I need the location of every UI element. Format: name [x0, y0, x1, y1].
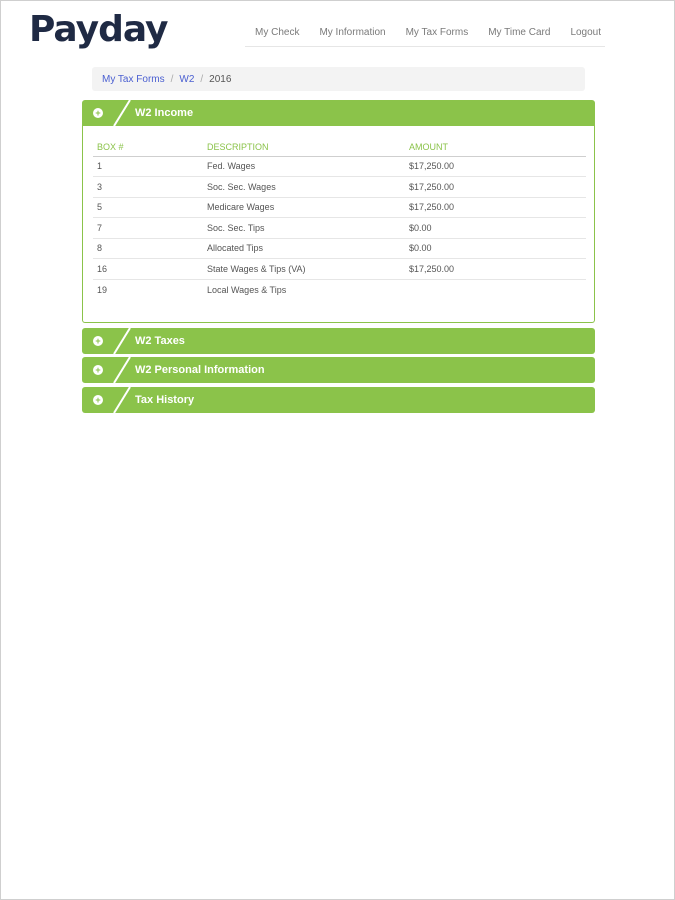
cell-box: 3 [93, 177, 203, 198]
cell-box: 8 [93, 238, 203, 259]
cell-box: 7 [93, 218, 203, 239]
nav-my-information[interactable]: My Information [319, 27, 386, 38]
table-row [93, 238, 586, 259]
panel-header-w2-taxes[interactable] [82, 328, 595, 354]
slash-divider-icon [108, 328, 136, 354]
plus-circle-icon: + [93, 108, 103, 118]
slash-divider-icon [108, 357, 136, 383]
panel-title: W2 Taxes [135, 335, 185, 347]
table-row [93, 177, 586, 198]
cell-amount: $17,250.00 [405, 156, 586, 177]
cell-box: 16 [93, 259, 203, 280]
panel-header-tax-history[interactable] [82, 387, 595, 413]
nav-my-time-card[interactable]: My Time Card [488, 27, 551, 38]
cell-box: 19 [97, 284, 108, 295]
cell-amount: $17,250.00 [405, 197, 586, 218]
table-row [93, 218, 586, 239]
panel-title: W2 Personal Information [135, 364, 265, 376]
payday-logo[interactable]: Payday [29, 9, 168, 50]
breadcrumb-separator: / [170, 73, 174, 85]
panel-title: Tax History [135, 394, 195, 406]
nav-logout[interactable]: Logout [570, 27, 602, 38]
cell-box: 1 [93, 156, 203, 177]
panel-body-w2-income [82, 126, 595, 323]
cell-description: Local Wages & Tips [207, 284, 287, 295]
panel-w2-taxes [82, 328, 595, 354]
plus-circle-icon: + [93, 336, 103, 346]
plus-circle-icon: + [93, 365, 103, 375]
cell-description: Soc. Sec. Tips [203, 218, 405, 239]
panel-w2-income [82, 100, 595, 323]
panel-title: W2 Income [135, 107, 194, 119]
table-header-row [93, 138, 586, 156]
table-row [93, 259, 586, 280]
table-row [93, 197, 586, 218]
table-row [93, 156, 586, 177]
cell-amount: $17,250.00 [405, 177, 586, 198]
breadcrumb-w2[interactable]: W2 [179, 73, 195, 85]
nav-my-tax-forms[interactable]: My Tax Forms [405, 27, 469, 38]
cell-description: Soc. Sec. Wages [203, 177, 405, 198]
cell-description: State Wages & Tips (VA) [203, 259, 405, 280]
column-header-box: BOX # [93, 138, 203, 156]
breadcrumb-current-year: 2016 [209, 73, 232, 85]
cell-amount: $0.00 [405, 238, 586, 259]
breadcrumb-my-tax-forms[interactable]: My Tax Forms [102, 73, 165, 85]
cell-amount [405, 279, 586, 300]
table-row [93, 279, 586, 300]
cell-description: Medicare Wages [203, 197, 405, 218]
column-header-description: DESCRIPTION [203, 138, 405, 156]
cell-amount: $0.00 [405, 218, 586, 239]
panel-header-w2-income[interactable] [82, 100, 595, 126]
slash-divider-icon [108, 387, 136, 413]
panel-w2-personal-information [82, 357, 595, 383]
cell-description: Fed. Wages [203, 156, 405, 177]
cell-description: Allocated Tips [203, 238, 405, 259]
cell-box: 5 [93, 197, 203, 218]
breadcrumb-separator: / [200, 73, 204, 85]
panel-header-w2-personal-information[interactable] [82, 357, 595, 383]
slash-divider-icon [108, 100, 136, 126]
breadcrumb [92, 67, 585, 91]
column-header-amount: AMOUNT [405, 138, 586, 156]
panel-tax-history [82, 387, 595, 413]
top-navigation [245, 19, 605, 47]
nav-my-check[interactable]: My Check [255, 27, 300, 38]
cell-amount: $17,250.00 [405, 259, 586, 280]
w2-income-table [93, 138, 586, 300]
plus-circle-icon: + [93, 395, 103, 405]
